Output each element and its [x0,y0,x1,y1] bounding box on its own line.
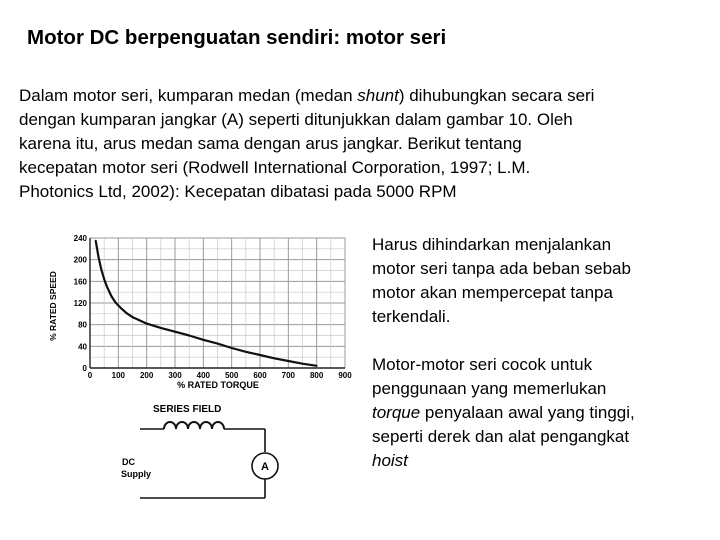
torque-term: torque [372,403,421,422]
speed-curve-point [245,351,247,353]
x-tick-label: 100 [111,371,126,380]
speed-curve-point [202,339,204,341]
application-line-2: penggunaan yang memerlukan [372,379,607,398]
speed-curve-point [103,278,105,280]
chart-ticks [74,234,353,380]
chart-grid [90,238,345,368]
series-field-coil-icon [164,422,224,429]
application-line-5 [372,449,712,473]
x-tick-label: 700 [281,371,296,380]
speed-curve-point [259,354,261,356]
intro-line-5: Photonics Ltd, 2002): Kecepatan dibatasi pada 5000 RPM [19,182,457,201]
intro-line-1-end: ) dihubungkan secara seri [398,86,595,105]
y-tick-label: 120 [73,299,87,308]
x-tick-label: 0 [87,371,93,380]
speed-curve-point [160,327,162,329]
x-tick-label: 800 [309,371,324,380]
intro-line-3: karena itu, arus medan sama dengan arus jangkar. Berikut tentang [19,134,522,153]
speed-curve-point [146,323,148,325]
speed-curve-point [95,240,97,242]
warning-line-2: motor seri tanpa ada beban sebab [372,259,631,278]
intro-line-1-start: Dalam motor seri, kumparan medan (medan [19,86,358,105]
speed-curve-point [188,335,190,337]
warning-line-4: terkendali. [372,307,451,326]
speed-curve-point [106,286,108,288]
speed-curve-point [110,295,112,297]
warning-line-1: Harus dihindarkan menjalankan [372,235,612,254]
shunt-term: shunt [357,86,399,105]
x-tick-label: 400 [196,371,211,380]
speed-curve-point [273,357,275,359]
x-axis-label: % RATED TORQUE [177,380,259,390]
application-line-3 [372,401,712,425]
speed-torque-chart [40,228,360,398]
y-tick-label: 200 [73,255,87,265]
speed-curve-point [316,365,318,367]
y-tick-label: 80 [78,320,87,330]
application-line-1: Motor-motor seri cocok untuk [372,355,593,374]
y-axis-label: % RATED SPEED [48,271,58,341]
intro-line-4: kecepatan motor seri (Rodwell International Corporation, 1997; L.M. [19,158,531,177]
speed-curve-point [217,343,219,345]
application-paragraph [372,353,712,473]
intro-line-1 [19,84,709,108]
speed-curve-point [287,360,289,362]
slide-title: Motor DC berpenguatan sendiri: motor seri [27,26,447,49]
speed-curve-point [132,316,134,318]
warning-line-3: motor akan mempercepat tanpa [372,283,613,302]
series-motor-circuit [100,398,310,506]
series-field-label: SERIES FIELD [153,404,222,415]
x-tick-label: 900 [338,371,352,380]
y-tick-label: 160 [73,277,87,287]
speed-curve-point [231,347,233,349]
hoist-term: hoist [372,451,408,470]
y-tick-label: 240 [73,234,87,243]
x-tick-label: 300 [168,371,182,380]
no-load-warning-paragraph [372,233,712,329]
supply-label-supply: Supply [121,469,152,479]
speed-curve-point [302,363,304,365]
armature-label: A [261,461,269,473]
intro-line-2: dengan kumparan jangkar (A) seperti ditunjukkan dalam gambar 10. Oleh [19,110,573,129]
application-line-4: seperti derek dan alat pengangkat [372,427,630,446]
supply-label-dc: DC [122,457,135,467]
x-tick-label: 200 [139,371,154,380]
speed-curve-point [98,256,100,258]
application-line-3-rest: penyalaan awal yang tinggi, [420,403,635,422]
x-tick-label: 500 [224,371,239,380]
speed-curve-point [115,302,117,304]
speed-curve-point [126,312,128,314]
speed-curve-point [174,331,176,333]
x-tick-label: 600 [253,371,267,380]
y-tick-label: 40 [78,342,87,352]
intro-paragraph [19,84,709,204]
speed-curve-point [100,269,102,271]
speed-curve-point [120,308,122,310]
y-tick-label: 0 [82,364,87,373]
